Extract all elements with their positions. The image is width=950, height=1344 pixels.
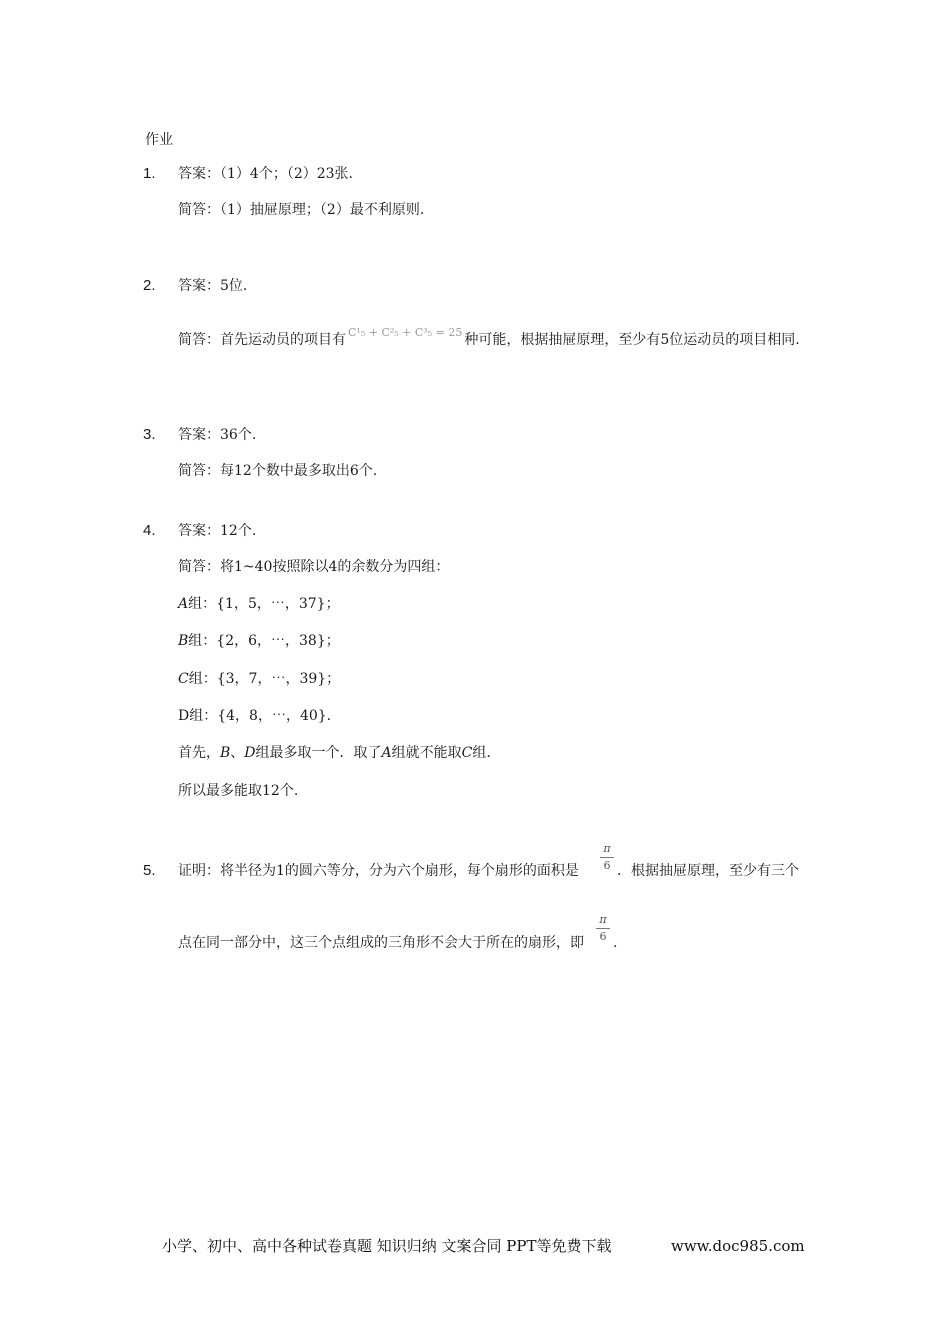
proof-end: . bbox=[613, 935, 618, 951]
text-segment: 首先， bbox=[178, 745, 220, 761]
fraction-denominator: 6 bbox=[603, 859, 611, 872]
group-a-label: A bbox=[178, 596, 189, 612]
group-b-line bbox=[178, 631, 340, 651]
answer-text: 答案：（1）4个；（2）23张. bbox=[178, 166, 353, 182]
fraction-numerator: π bbox=[603, 842, 611, 855]
item-number: 3. bbox=[143, 426, 156, 443]
fraction-bar bbox=[596, 928, 610, 929]
group-b-set: 组：{2，6，⋯，38}； bbox=[188, 633, 340, 649]
brief-text bbox=[178, 326, 800, 351]
conclusion-text: 所以最多能取12个. bbox=[178, 783, 299, 799]
item-number: 2. bbox=[143, 277, 156, 294]
fraction-bar bbox=[600, 857, 614, 858]
first-step-line bbox=[178, 743, 491, 763]
group-a-set: 组：{1，5，⋯，37}； bbox=[188, 596, 340, 612]
item-number: 4. bbox=[143, 522, 156, 539]
brief-text: 简答：（1）抽屉原理；（2）最不利原则. bbox=[178, 202, 425, 218]
proof-text-part1: 证明：将半径为1的圆六等分，分为六个扇形，每个扇形的面积是 bbox=[178, 863, 579, 879]
var-c: C bbox=[461, 745, 473, 761]
fraction-denominator: 6 bbox=[599, 930, 607, 943]
group-a-line bbox=[178, 594, 340, 614]
var-d: D bbox=[244, 745, 256, 761]
brief-text: 简答：每12个数中最多取出6个. bbox=[178, 463, 378, 479]
answer-text: 答案：12个. bbox=[178, 523, 257, 539]
var-a: A bbox=[381, 745, 392, 761]
proof-text-part2: ．根据抽屉原理，至少有三个 bbox=[617, 863, 799, 879]
item-number: 1. bbox=[143, 165, 156, 182]
section-title: 作业 bbox=[145, 132, 173, 148]
group-d-line: D组：{4，8，⋯，40}. bbox=[178, 708, 332, 724]
pi-over-six-fraction bbox=[600, 842, 614, 873]
brief-prefix: 简答：首先运动员的项目有 bbox=[178, 332, 346, 348]
pi-over-six-fraction bbox=[596, 913, 610, 944]
answer-text: 答案：5位. bbox=[178, 278, 248, 294]
text-segment: 、 bbox=[230, 745, 245, 761]
group-b-label: B bbox=[178, 633, 189, 649]
brief-suffix: 种可能，根据抽屉原理，至少有5位运动员的项目相同. bbox=[464, 332, 800, 348]
group-c-label: C bbox=[178, 671, 189, 687]
footer-text: 小学、初中、高中各种试卷真题 知识归纳 文案合同 PPT等免费下载 bbox=[162, 1237, 612, 1255]
proof-text-part3: 点在同一部分中，这三个点组成的三角形不会大于所在的扇形，即 bbox=[178, 935, 584, 951]
group-c-line bbox=[178, 669, 340, 689]
text-segment: 组就不能取 bbox=[391, 745, 462, 761]
group-c-set: 组：{3，7，⋯，39}； bbox=[188, 671, 341, 687]
brief-text: 简答：将1~40按照除以4的余数分为四组： bbox=[178, 559, 450, 575]
text-segment: 组. bbox=[472, 745, 491, 761]
item-number: 5. bbox=[143, 862, 156, 879]
text-segment: 组最多取一个．取了 bbox=[255, 745, 382, 761]
combination-formula: C¹₅ + C²₅ + C³₅ = 25 bbox=[348, 326, 463, 339]
fraction-numerator: π bbox=[599, 913, 607, 926]
answer-text: 答案：36个. bbox=[178, 427, 257, 443]
footer-url[interactable]: www.doc985.com bbox=[671, 1237, 805, 1255]
var-b: B bbox=[220, 745, 231, 761]
